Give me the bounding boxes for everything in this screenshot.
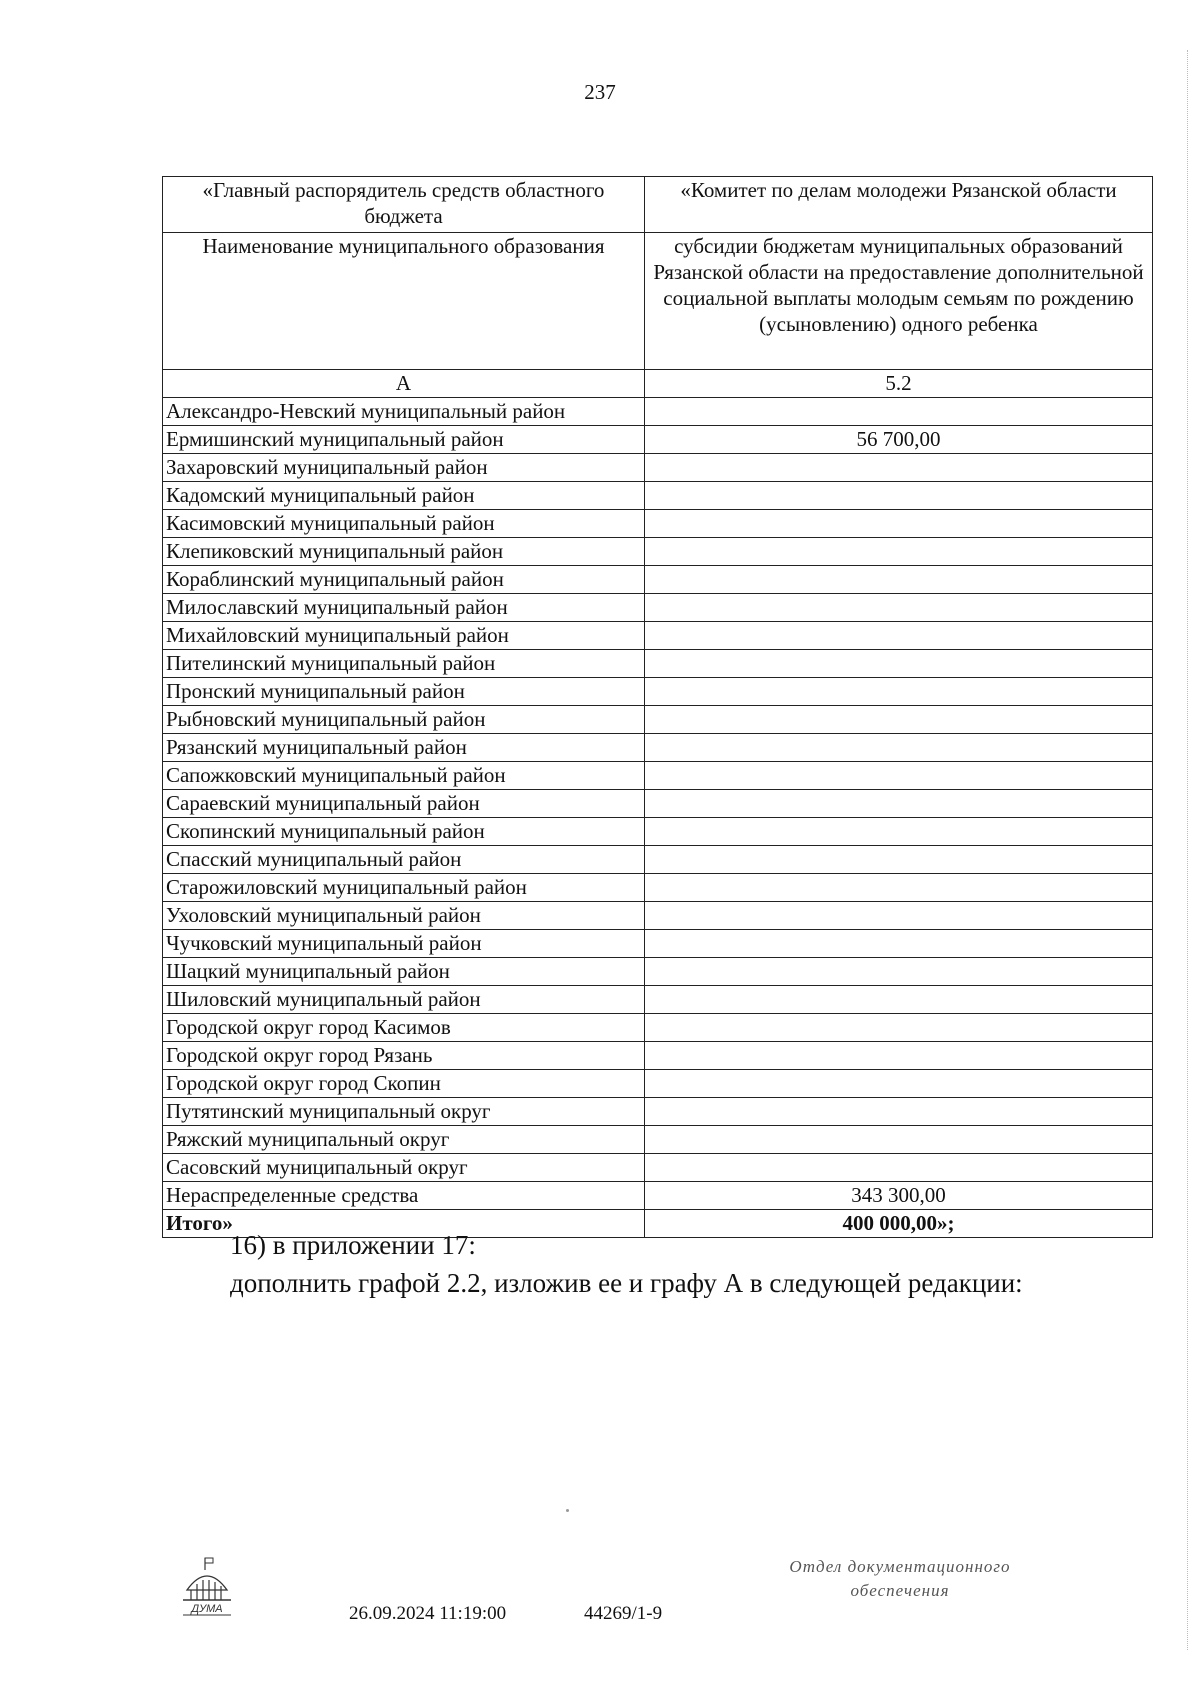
municipality-name: Милославский муниципальный район (163, 594, 645, 622)
subsidy-amount (645, 986, 1153, 1014)
subsidy-amount (645, 566, 1153, 594)
index-col2: 5.2 (645, 370, 1153, 398)
municipality-name: Сасовский муниципальный округ (163, 1154, 645, 1182)
subsidy-amount (645, 790, 1153, 818)
table-row (163, 1070, 1153, 1098)
subsidy-amount (645, 482, 1153, 510)
table-row (163, 1182, 1153, 1210)
municipality-name: Захаровский муниципальный район (163, 454, 645, 482)
table-row (163, 930, 1153, 958)
subsidy-amount (645, 622, 1153, 650)
subsidy-amount (645, 1014, 1153, 1042)
municipality-name: Клепиковский муниципальный район (163, 538, 645, 566)
stamp-line-1: Отдел документационного (789, 1557, 1011, 1576)
subsidy-amount: 343 300,00 (645, 1182, 1153, 1210)
table-row (163, 482, 1153, 510)
table-row (163, 734, 1153, 762)
municipality-name: Ряжский муниципальный округ (163, 1126, 645, 1154)
scan-edge-artifact (1187, 50, 1192, 1650)
municipality-name: Городской округ город Рязань (163, 1042, 645, 1070)
amendment-line-1: 16) в приложении 17: (230, 1230, 476, 1260)
municipality-name: Городской округ город Касимов (163, 1014, 645, 1042)
footer-datetime: 26.09.2024 11:19:00 (349, 1603, 507, 1624)
duma-logo-icon (179, 1556, 235, 1618)
subsidy-amount (645, 510, 1153, 538)
subsidy-amount (645, 1126, 1153, 1154)
municipality-name: Пителинский муниципальный район (163, 650, 645, 678)
subsidy-amount (645, 818, 1153, 846)
subsidy-amount (645, 538, 1153, 566)
municipality-name: Сапожковский муниципальный район (163, 762, 645, 790)
subsidy-amount (645, 846, 1153, 874)
table-row (163, 510, 1153, 538)
allocation-table-wrap (162, 176, 1153, 1238)
municipality-name: Шиловский муниципальный район (163, 986, 645, 1014)
subsidy-amount (645, 454, 1153, 482)
table-row (163, 622, 1153, 650)
subsidy-amount (645, 1042, 1153, 1070)
municipality-name: Городской округ город Скопин (163, 1070, 645, 1098)
municipality-name: Михайловский муниципальный район (163, 622, 645, 650)
municipality-name: Кораблинский муниципальный район (163, 566, 645, 594)
table-row (163, 426, 1153, 454)
table-row (163, 650, 1153, 678)
subsidy-amount (645, 902, 1153, 930)
table-row (163, 1042, 1153, 1070)
table-row (163, 762, 1153, 790)
total-amount: 400 000,00»; (645, 1210, 1153, 1238)
header-col1-main-manager: «Главный распорядитель средств областного бюджета (163, 177, 645, 233)
amendment-line-2: дополнить графой 2.2, изложив ее и графу А в следующей редакции: (230, 1268, 1023, 1298)
table-row (163, 1154, 1153, 1182)
header-col2-committee: «Комитет по делам молодежи Рязанской области (645, 177, 1153, 233)
municipality-name: Ермишинский муниципальный район (163, 426, 645, 454)
subsidy-amount (645, 874, 1153, 902)
municipality-name: Ухоловский муниципальный район (163, 902, 645, 930)
allocation-table (162, 176, 1153, 1238)
table-row (163, 1098, 1153, 1126)
total-label: Итого» (163, 1210, 645, 1238)
municipality-name: Пронский муниципальный район (163, 678, 645, 706)
table-row (163, 566, 1153, 594)
table-row (163, 986, 1153, 1014)
table-row (163, 790, 1153, 818)
table-row (163, 1126, 1153, 1154)
index-col1: А (163, 370, 645, 398)
table-row (163, 846, 1153, 874)
scan-dot (566, 1509, 569, 1512)
header-row-2 (163, 233, 1153, 370)
stamp-line-2: обеспечения (850, 1581, 950, 1600)
municipality-name: Рыбновский муниципальный район (163, 706, 645, 734)
municipality-name: Спасский муниципальный район (163, 846, 645, 874)
table-row (163, 1014, 1153, 1042)
table-row (163, 454, 1153, 482)
subsidy-amount (645, 706, 1153, 734)
municipality-name: Старожиловский муниципальный район (163, 874, 645, 902)
municipality-name: Нераспределенные средства (163, 1182, 645, 1210)
table-row (163, 902, 1153, 930)
subsidy-amount (645, 650, 1153, 678)
table-row (163, 678, 1153, 706)
subsidy-amount (645, 1098, 1153, 1126)
header-row-1 (163, 177, 1153, 233)
subsidy-amount (645, 734, 1153, 762)
municipality-name: Александро-Невский муниципальный район (163, 398, 645, 426)
logo-text: ДУМА (191, 1603, 223, 1615)
footer-doc-number: 44269/1-9 (584, 1603, 663, 1624)
department-stamp (730, 1555, 1070, 1603)
municipality-name: Рязанский муниципальный район (163, 734, 645, 762)
municipality-name: Шацкий муниципальный район (163, 958, 645, 986)
subsidy-amount (645, 594, 1153, 622)
municipality-name: Путятинский муниципальный округ (163, 1098, 645, 1126)
subsidy-amount (645, 398, 1153, 426)
municipality-name: Чучковский муниципальный район (163, 930, 645, 958)
subsidy-amount (645, 1070, 1153, 1098)
subsidy-amount (645, 930, 1153, 958)
header-col2-subsidy-description: субсидии бюджетам муниципальных образований Рязанской области на предоставление дополнительной социальной выплаты молодым семьям по рождению (усыновлению) одного ребенка (645, 233, 1153, 370)
header-col1-municipality: Наименование муниципального образования (163, 233, 645, 370)
municipality-name: Касимовский муниципальный район (163, 510, 645, 538)
subsidy-amount: 56 700,00 (645, 426, 1153, 454)
table-row (163, 958, 1153, 986)
table-row (163, 706, 1153, 734)
table-row (163, 818, 1153, 846)
table-row (163, 398, 1153, 426)
municipality-name: Скопинский муниципальный район (163, 818, 645, 846)
page-number: 237 (584, 80, 616, 104)
subsidy-amount (645, 958, 1153, 986)
subsidy-amount (645, 1154, 1153, 1182)
municipality-name: Сараевский муниципальный район (163, 790, 645, 818)
table-row (163, 594, 1153, 622)
index-row (163, 370, 1153, 398)
table-row (163, 538, 1153, 566)
subsidy-amount (645, 678, 1153, 706)
municipality-name: Кадомский муниципальный район (163, 482, 645, 510)
subsidy-amount (645, 762, 1153, 790)
table-row (163, 874, 1153, 902)
